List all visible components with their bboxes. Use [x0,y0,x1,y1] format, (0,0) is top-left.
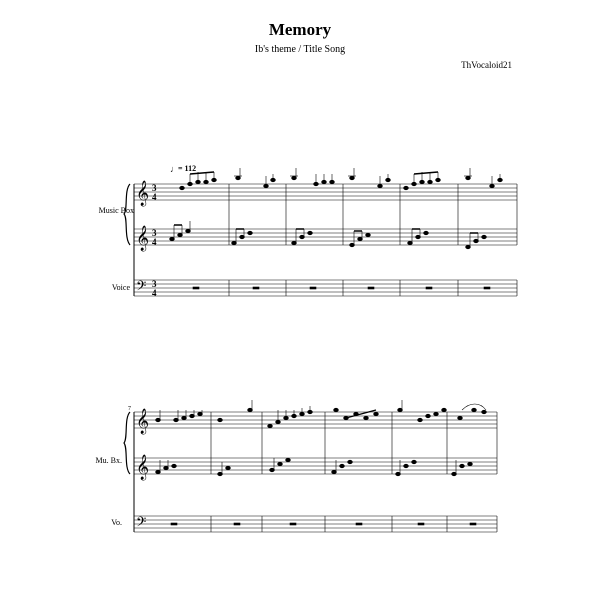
instrument-label-music-box-short: Mu. Bx. [95,456,122,465]
instrument-label-music-box: Music Box [98,206,134,215]
system-1 [124,184,517,296]
svg-text:3: 3 [152,279,157,289]
svg-text:4: 4 [152,192,157,202]
instrument-label-voice-short: Vo. [111,518,122,527]
bass-clef-icon: 𝄢 [136,516,147,533]
score-subtitle: Ib's theme / Title Song [254,44,346,55]
treble-clef-icon: 𝄞 [136,180,150,205]
measure-number: 7 [128,406,131,412]
treble-clef-icon: 𝄞 [136,225,150,250]
instrument-label-voice: Voice [111,283,130,292]
composer-credit: ThVocaloid21 [461,60,512,70]
treble-clef-icon: 𝄞 [136,408,150,433]
tempo-marking: = 112 [178,164,197,173]
system-2 [124,412,497,532]
svg-text:3: 3 [152,228,157,238]
svg-text:3: 3 [152,183,157,193]
svg-text:♩: ♩ [170,164,179,174]
bass-clef-icon: 𝄢 [136,280,147,297]
treble-clef-icon: 𝄞 [136,454,150,479]
svg-text:4: 4 [152,237,157,247]
score-title: Memory [268,20,332,39]
svg-text:4: 4 [152,288,157,298]
